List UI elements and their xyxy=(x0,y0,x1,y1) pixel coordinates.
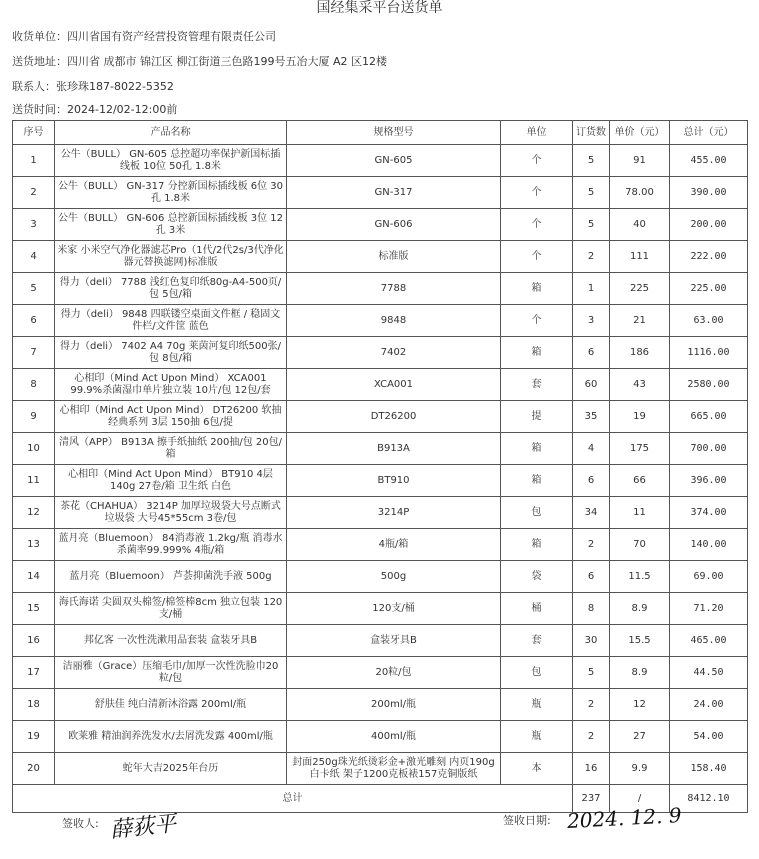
table-row xyxy=(13,721,748,753)
row-unit: 箱 xyxy=(501,433,573,465)
row-spec: DT26200 xyxy=(287,401,501,433)
table-row xyxy=(13,241,748,273)
row-total: 63.00 xyxy=(670,305,748,337)
row-price: 43 xyxy=(610,369,670,401)
row-no: 16 xyxy=(13,625,55,657)
contact-person: 联系人：张珍珠187-8022-5352 xyxy=(12,80,174,93)
sign-date-label: 签收日期: xyxy=(503,814,551,827)
row-qty: 5 xyxy=(573,657,610,689)
row-name: 洁丽雅（Grace）压缩毛巾/加厚一次性洗脸巾20粒/包 xyxy=(55,657,287,689)
row-total: 71.20 xyxy=(670,593,748,625)
table-row xyxy=(13,561,748,593)
row-no: 6 xyxy=(13,305,55,337)
row-total: 2580.00 xyxy=(670,369,748,401)
row-name: 清风（APP） B913A 擦手纸抽纸 200抽/包 20包/箱 xyxy=(55,433,287,465)
row-no: 9 xyxy=(13,401,55,433)
row-qty: 2 xyxy=(573,241,610,273)
row-price: 8.9 xyxy=(610,657,670,689)
row-name: 公牛（BULL） GN-605 总控超功率保护新国标插线板 10位 50孔 1.8米 xyxy=(55,145,287,177)
row-price: 111 xyxy=(610,241,670,273)
row-price: 27 xyxy=(610,721,670,753)
table-row xyxy=(13,753,748,785)
row-price: 70 xyxy=(610,529,670,561)
col-header-unit: 单位 xyxy=(501,121,573,145)
row-unit: 箱 xyxy=(501,465,573,497)
row-qty: 3 xyxy=(573,305,610,337)
row-no: 20 xyxy=(13,753,55,785)
row-no: 7 xyxy=(13,337,55,369)
row-no: 3 xyxy=(13,209,55,241)
table-row xyxy=(13,497,748,529)
row-total: 396.00 xyxy=(670,465,748,497)
row-name: 海氏海诺 尖圆双头棉签/棉签棒8cm 独立包装 120支/桶 xyxy=(55,593,287,625)
row-name: 邦亿客 一次性洗漱用品套装 盒装牙具B xyxy=(55,625,287,657)
row-qty: 5 xyxy=(573,209,610,241)
row-price: 66 xyxy=(610,465,670,497)
row-name: 蛇年大吉2025年台历 xyxy=(55,753,287,785)
row-spec: GN-317 xyxy=(287,177,501,209)
table-row xyxy=(13,657,748,689)
table-row xyxy=(13,305,748,337)
row-qty: 2 xyxy=(573,529,610,561)
col-header-price: 单价（元） xyxy=(610,121,670,145)
row-price: 11.5 xyxy=(610,561,670,593)
row-qty: 2 xyxy=(573,689,610,721)
row-price: 8.9 xyxy=(610,593,670,625)
row-qty: 2 xyxy=(573,721,610,753)
row-price: 19 xyxy=(610,401,670,433)
row-name: 蓝月亮（Bluemoon） 芦荟抑菌洗手液 500g xyxy=(55,561,287,593)
row-unit: 个 xyxy=(501,305,573,337)
row-qty: 4 xyxy=(573,433,610,465)
row-unit: 瓶 xyxy=(501,689,573,721)
row-no: 10 xyxy=(13,433,55,465)
sign-date-handwritten: 2024. 12. 9 xyxy=(566,803,683,833)
row-spec: 7788 xyxy=(287,273,501,305)
row-unit: 袋 xyxy=(501,561,573,593)
row-qty: 6 xyxy=(573,561,610,593)
row-unit: 个 xyxy=(501,241,573,273)
row-spec: 20粒/包 xyxy=(287,657,501,689)
row-name: 茶花（CHAHUA） 3214P 加厚垃圾袋大号点断式垃圾袋 大号45*55cm 3卷/包 xyxy=(55,497,287,529)
receiver-unit: 收货单位：四川省国有资产经营投资管理有限责任公司 xyxy=(12,30,276,43)
delivery-address: 送货地址：四川省 成都市 锦江区 柳江街道三色路199号五冶大厦 A2 区12楼 xyxy=(12,55,387,68)
col-header-name: 产品名称 xyxy=(55,121,287,145)
row-unit: 箱 xyxy=(501,273,573,305)
row-qty: 30 xyxy=(573,625,610,657)
row-price: 225 xyxy=(610,273,670,305)
row-price: 12 xyxy=(610,689,670,721)
row-price: 9.9 xyxy=(610,753,670,785)
row-price: 40 xyxy=(610,209,670,241)
row-qty: 6 xyxy=(573,337,610,369)
col-header-spec: 规格型号 xyxy=(287,121,501,145)
row-no: 5 xyxy=(13,273,55,305)
summary-total: 8412.10 xyxy=(670,785,748,813)
row-spec: 4瓶/箱 xyxy=(287,529,501,561)
row-total: 225.00 xyxy=(670,273,748,305)
table-row xyxy=(13,401,748,433)
row-total: 700.00 xyxy=(670,433,748,465)
col-header-no: 序号 xyxy=(13,121,55,145)
table-row xyxy=(13,369,748,401)
row-no: 19 xyxy=(13,721,55,753)
table-row xyxy=(13,433,748,465)
row-name: 蓝月亮（Bluemoon） 84消毒液 1.2kg/瓶 消毒水 杀菌率99.999% 4瓶/箱 xyxy=(55,529,287,561)
row-price: 21 xyxy=(610,305,670,337)
row-spec: 9848 xyxy=(287,305,501,337)
summary-price: / xyxy=(610,785,670,813)
row-unit: 提 xyxy=(501,401,573,433)
row-no: 12 xyxy=(13,497,55,529)
row-unit: 个 xyxy=(501,145,573,177)
row-total: 158.40 xyxy=(670,753,748,785)
row-qty: 8 xyxy=(573,593,610,625)
row-spec: 7402 xyxy=(287,337,501,369)
row-unit: 瓶 xyxy=(501,721,573,753)
col-header-total: 总计（元） xyxy=(670,121,748,145)
row-name: 心相印（Mind Act Upon Mind） BT910 4层 140g 27卷/箱 卫生纸 白色 xyxy=(55,465,287,497)
row-unit: 套 xyxy=(501,625,573,657)
delivery-time: 送货时间：2024-12/02-12:00前 xyxy=(12,103,178,116)
row-unit: 箱 xyxy=(501,337,573,369)
row-unit: 包 xyxy=(501,657,573,689)
row-spec: BT910 xyxy=(287,465,501,497)
row-name: 公牛（BULL） GN-317 分控新国标插线板 6位 30孔 1.8米 xyxy=(55,177,287,209)
table-row xyxy=(13,593,748,625)
receiver-signature: 薛荻平 xyxy=(109,811,178,844)
row-qty: 60 xyxy=(573,369,610,401)
row-total: 44.50 xyxy=(670,657,748,689)
table-row xyxy=(13,529,748,561)
row-unit: 个 xyxy=(501,177,573,209)
row-qty: 34 xyxy=(573,497,610,529)
row-total: 665.00 xyxy=(670,401,748,433)
row-no: 11 xyxy=(13,465,55,497)
row-price: 11 xyxy=(610,497,670,529)
row-no: 14 xyxy=(13,561,55,593)
document-title: 国经集采平台送货单 xyxy=(316,0,443,16)
row-total: 24.00 xyxy=(670,689,748,721)
row-total: 374.00 xyxy=(670,497,748,529)
row-name: 心相印（Mind Act Upon Mind） XCA001 99.9%杀菌湿巾单片独立装 10片/包 12包/套 xyxy=(55,369,287,401)
row-spec: 120支/桶 xyxy=(287,593,501,625)
row-spec: GN-605 xyxy=(287,145,501,177)
table-row xyxy=(13,177,748,209)
row-price: 91 xyxy=(610,145,670,177)
row-unit: 个 xyxy=(501,209,573,241)
table-row xyxy=(13,689,748,721)
table-header-row xyxy=(13,121,748,145)
row-price: 186 xyxy=(610,337,670,369)
row-price: 15.5 xyxy=(610,625,670,657)
row-qty: 1 xyxy=(573,273,610,305)
row-spec: 3214P xyxy=(287,497,501,529)
row-spec: 标准版 xyxy=(287,241,501,273)
table-row xyxy=(13,145,748,177)
row-total: 455.00 xyxy=(670,145,748,177)
row-total: 390.00 xyxy=(670,177,748,209)
table-row xyxy=(13,465,748,497)
row-total: 200.00 xyxy=(670,209,748,241)
row-spec: 封面250g珠光纸烫彩金+激光雕刻 内页190g白卡纸 架子1200克板裱157克铜版纸 xyxy=(287,753,501,785)
row-qty: 6 xyxy=(573,465,610,497)
row-total: 465.00 xyxy=(670,625,748,657)
row-no: 1 xyxy=(13,145,55,177)
row-no: 4 xyxy=(13,241,55,273)
row-price: 78.00 xyxy=(610,177,670,209)
summary-qty: 237 xyxy=(573,785,610,813)
row-unit: 箱 xyxy=(501,529,573,561)
row-unit: 套 xyxy=(501,369,573,401)
row-spec: 400ml/瓶 xyxy=(287,721,501,753)
row-no: 8 xyxy=(13,369,55,401)
row-name: 米家 小米空气净化器滤芯Pro（1代/2代2s/3代净化器元替换滤网)标准版 xyxy=(55,241,287,273)
row-total: 69.00 xyxy=(670,561,748,593)
row-no: 13 xyxy=(13,529,55,561)
table-row xyxy=(13,209,748,241)
row-name: 舒肤佳 纯白清新沐浴露 200ml/瓶 xyxy=(55,689,287,721)
row-name: 得力（deli） 9848 四联镂空桌面文件框 / 稳固文件栏/文件筐 蓝色 xyxy=(55,305,287,337)
table-row xyxy=(13,625,748,657)
row-spec: 盒装牙具B xyxy=(287,625,501,657)
row-qty: 16 xyxy=(573,753,610,785)
row-qty: 5 xyxy=(573,145,610,177)
row-total: 54.00 xyxy=(670,721,748,753)
col-header-qty: 订货数 xyxy=(573,121,610,145)
row-total: 140.00 xyxy=(670,529,748,561)
row-name: 得力（deli） 7788 浅红色复印纸80g-A4-500页/包 5包/箱 xyxy=(55,273,287,305)
row-total: 1116.00 xyxy=(670,337,748,369)
row-price: 175 xyxy=(610,433,670,465)
row-name: 欧莱雅 精油润养洗发水/去屑洗发露 400ml/瓶 xyxy=(55,721,287,753)
row-no: 15 xyxy=(13,593,55,625)
row-unit: 包 xyxy=(501,497,573,529)
row-spec: 200ml/瓶 xyxy=(287,689,501,721)
row-total: 222.00 xyxy=(670,241,748,273)
row-spec: GN-606 xyxy=(287,209,501,241)
row-unit: 桶 xyxy=(501,593,573,625)
row-name: 得力（deli） 7402 A4 70g 莱茵河复印纸500张/包 8包/箱 xyxy=(55,337,287,369)
row-spec: XCA001 xyxy=(287,369,501,401)
table-row xyxy=(13,273,748,305)
row-unit: 本 xyxy=(501,753,573,785)
row-qty: 35 xyxy=(573,401,610,433)
row-qty: 5 xyxy=(573,177,610,209)
receiver-label: 签收人: xyxy=(62,817,99,830)
table-row xyxy=(13,337,748,369)
row-spec: B913A xyxy=(287,433,501,465)
row-name: 心相印（Mind Act Upon Mind） DT26200 软抽 经典系列 3层 150抽 6包/提 xyxy=(55,401,287,433)
delivery-table xyxy=(12,120,748,813)
summary-label: 总计 xyxy=(13,785,573,813)
row-spec: 500g xyxy=(287,561,501,593)
row-no: 2 xyxy=(13,177,55,209)
row-name: 公牛（BULL） GN-606 总控新国标插线板 3位 12孔 3米 xyxy=(55,209,287,241)
row-no: 17 xyxy=(13,657,55,689)
row-no: 18 xyxy=(13,689,55,721)
